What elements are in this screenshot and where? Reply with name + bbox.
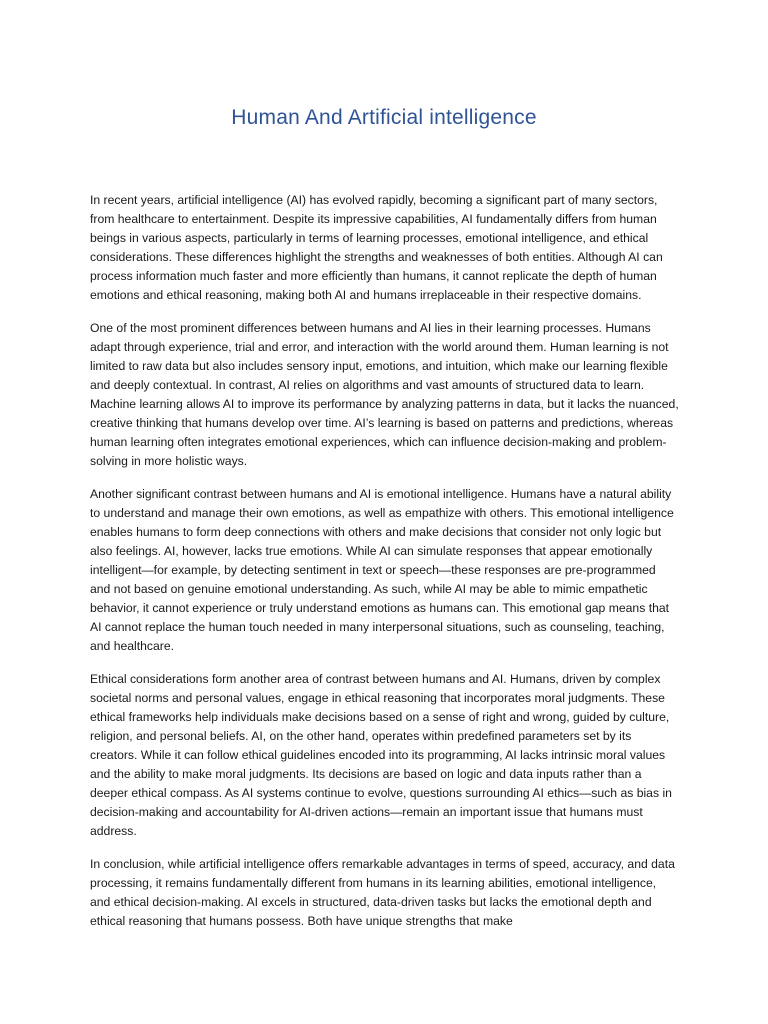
paragraph-ethical-considerations: Ethical considerations form another area of contrast between humans and AI. Humans, driven by complex societal norms and personal values, engage in ethical reasoning that incorporates moral judgments. These ethical frameworks help individuals make decisions based on a sense of right and wrong, guided by culture, religion, and personal beliefs. AI, on the other hand, operates within predefined parameters set by its creators. While it can follow ethical guidelines encoded into its programming, AI lacks intrinsic moral values and the ability to make moral judgments. Its decisions are based on logic and data inputs rather than a deeper ethical compass. As AI systems continue to evolve, questions surrounding AI ethics—such as bias in decision-making and accountability for AI-driven actions—remain an important issue that humans must address. — [90, 672, 672, 838]
paragraph-introduction: In recent years, artificial intelligence (AI) has evolved rapidly, becoming a significant part of many sectors, from healthcare to entertainment. Despite its impressive capabilities, AI fundamentally differs from human beings in various aspects, particularly in terms of learning processes, emotional intelligence, and ethical considerations. These differences highlight the strengths and weaknesses of both entities. Although AI can process information much faster and more efficiently than humans, it cannot replicate the depth of human emotions and ethical reasoning, making both AI and humans irreplaceable in their respective domains. — [90, 193, 663, 302]
document-body — [90, 191, 679, 945]
document-title: Human And Artificial intelligence — [231, 106, 537, 129]
paragraph-learning-processes: One of the most prominent differences between humans and AI lies in their learning processes. Humans adapt through experience, trial and error, and interaction with the world around them. Human learning is not limited to raw data but also includes sensory input, emotions, and intuition, which make our learning flexible and deeply contextual. In contrast, AI relies on algorithms and vast amounts of structured data to learn. Machine learning allows AI to improve its performance by analyzing patterns in data, but it lacks the nuanced, creative thinking that humans develop over time. AI’s learning is based on patterns and predictions, whereas human learning often integrates emotional experiences, which can influence decision-making and problem-solving in more holistic ways. — [90, 321, 679, 468]
paragraph-emotional-intelligence: Another significant contrast between humans and AI is emotional intelligence. Humans have a natural ability to understand and manage their own emotions, as well as empathize with others. This emotional intelligence enables humans to form deep connections with others and make decisions that consider not only logic but also feelings. AI, however, lacks true emotions. While AI can simulate responses that appear emotionally intelligent—for example, by detecting sentiment in text or speech—these responses are pre-programmed and not based on genuine emotional understanding. As such, while AI may be able to mimic empathetic behavior, it cannot experience or truly understand emotions as humans can. This emotional gap means that AI cannot replace the human touch needed in many interpersonal situations, such as counseling, teaching, and healthcare. — [90, 487, 674, 653]
paragraph-conclusion: In conclusion, while artificial intelligence offers remarkable advantages in terms of speed, accuracy, and data processing, it remains fundamentally different from humans in its learning abilities, emotional intelligence, and ethical decision-making. AI excels in structured, data-driven tasks but lacks the emotional depth and ethical reasoning that humans possess. Both have unique strengths that make — [90, 857, 675, 928]
